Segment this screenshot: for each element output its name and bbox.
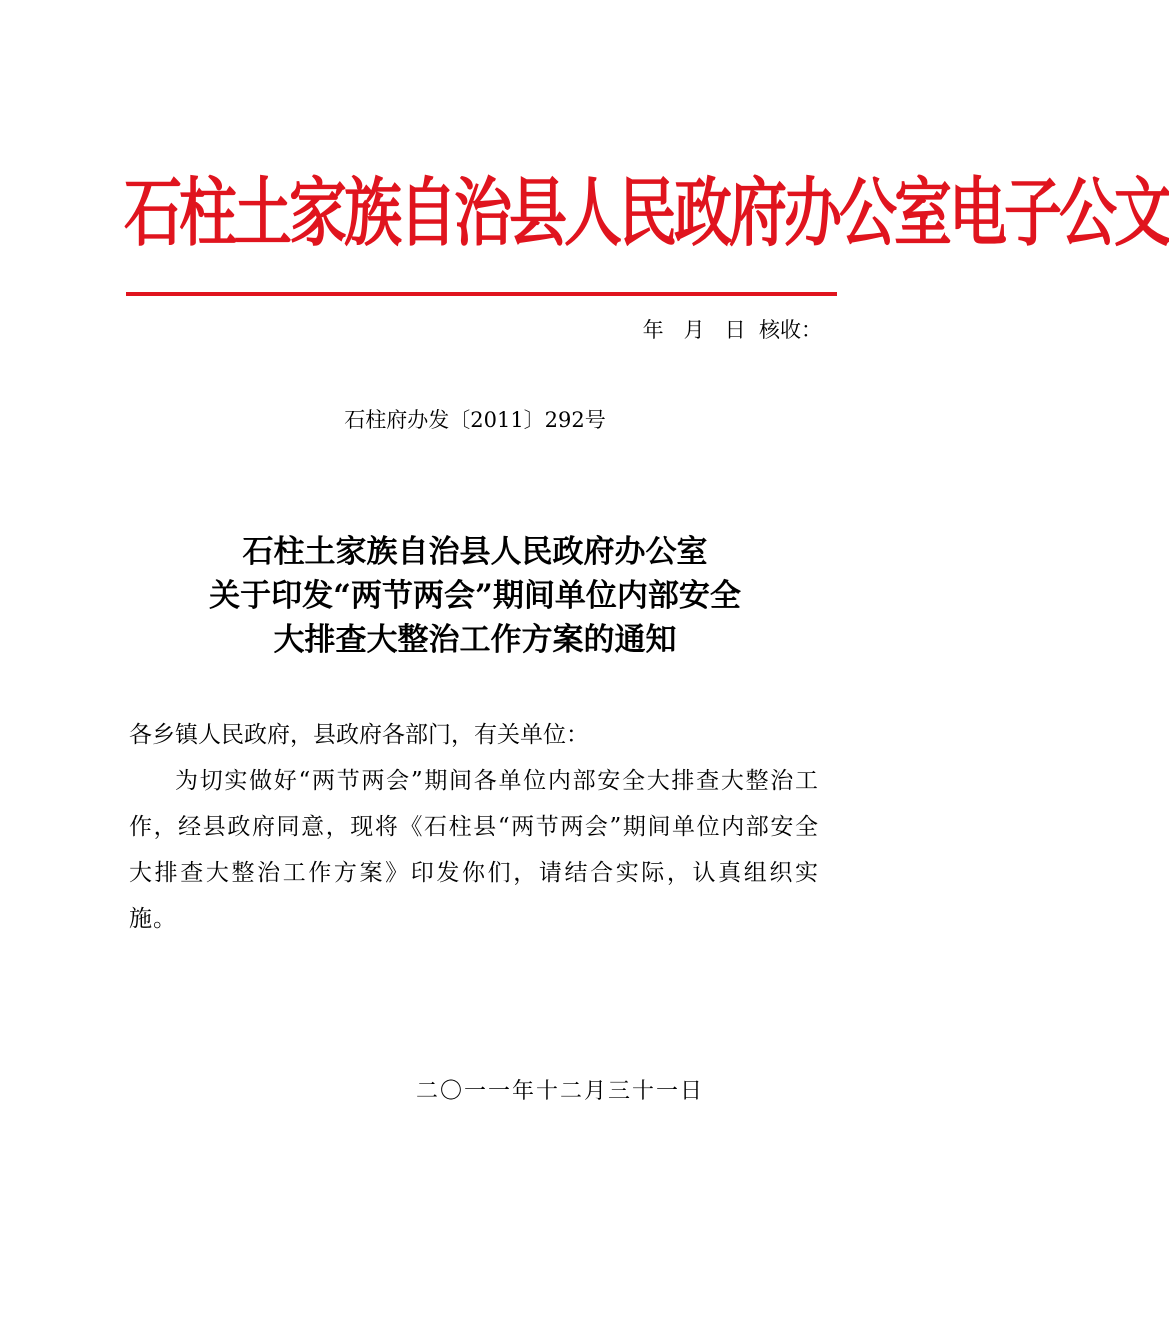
body-paragraph: 为切实做好“两节两会”期间各单位内部安全大排查大整治工作，经县政府同意，现将《石柱县“两节两会”期间单位内部安全大排查大整治工作方案》印发你们，请结合实际，认真组织实施。 — [129, 768, 819, 932]
masthead-red-rule — [126, 292, 837, 296]
document-title — [0, 530, 950, 662]
receipt-line: 年 月 日 核收： — [642, 318, 822, 342]
document-number: 石柱府办发〔2011〕292号 — [344, 408, 606, 432]
document-title-line-1: 石柱土家族自治县人民政府办公室 — [242, 534, 708, 570]
document-title-line-2: 关于印发“两节两会”期间单位内部安全 — [209, 578, 741, 614]
document-date: 二〇一一年十二月三十一日 — [416, 1079, 705, 1104]
document-body — [129, 712, 819, 942]
masthead-title: 石柱土家族自治县人民政府办公室电子公文 — [124, 169, 1169, 257]
document-title-line-3: 大排查大整治工作方案的通知 — [273, 622, 677, 658]
salutation: 各乡镇人民政府，县政府各部门，有关单位： — [129, 722, 589, 748]
